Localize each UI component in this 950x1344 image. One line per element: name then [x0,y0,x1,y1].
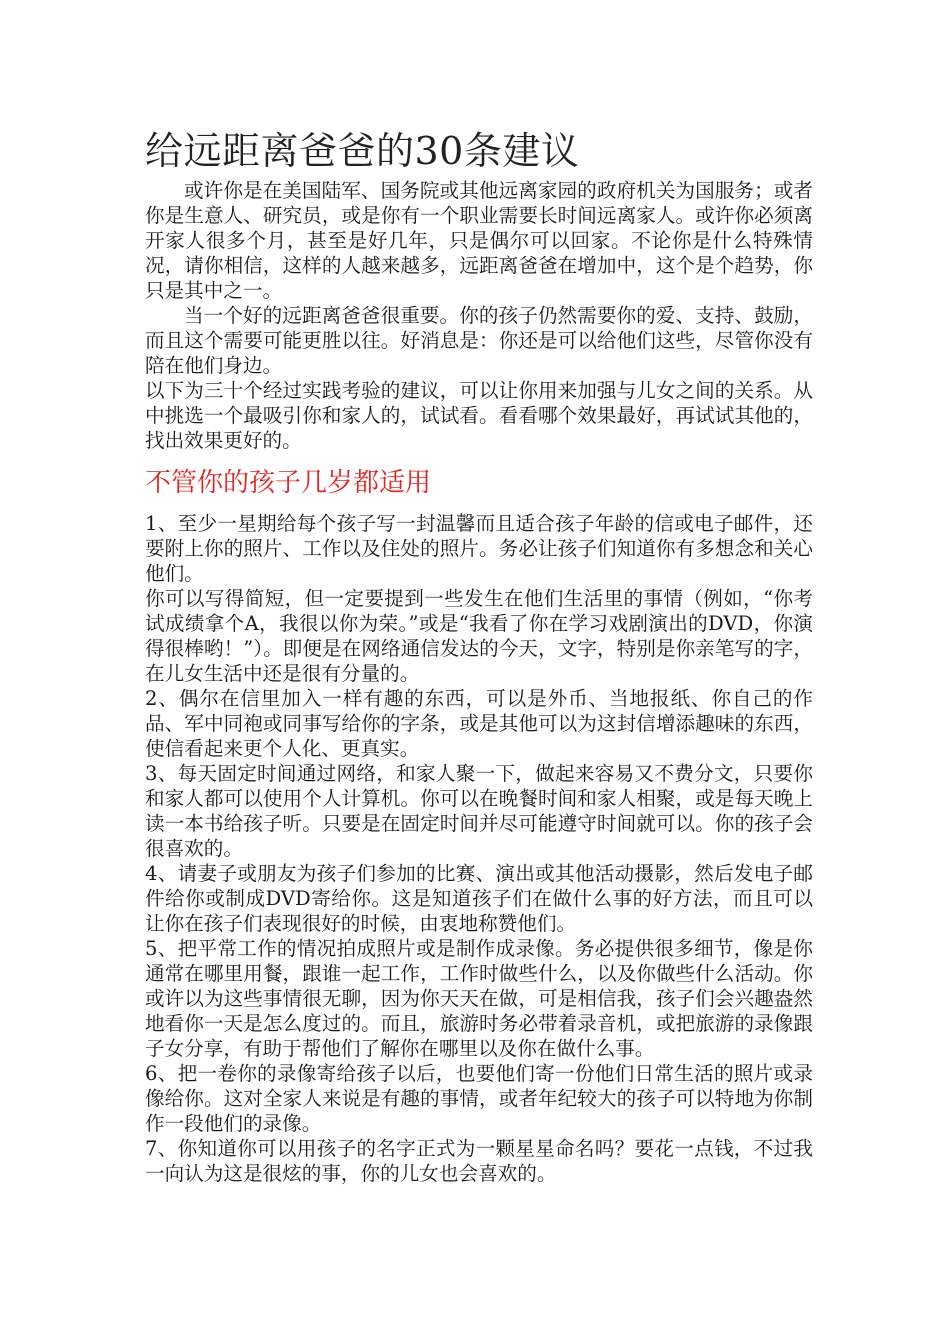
section-heading: 不管你的孩子几岁都适用 [145,468,432,498]
list-item: 6、把一卷你的录像寄给孩子以后，也要他们寄一份他们日常生活的照片或录像给你。这对全家人来说是有趣的事情，或者年纪较大的孩子可以特地为你制作一段他们的录像。 [145,1062,813,1135]
list-item: 3、每天固定时间通过网络，和家人聚一下，做起来容易又不费分文，只要你和家人都可以使用个人计算机。你可以在晚餐时间和家人相聚，或是每天晚上读一本书给孩子听。只要是在固定时间并尽可能遵守时间就可以。你的孩子会很喜欢的。 [145,762,813,860]
list-item: 1、至少一星期给每个孩子写一封温馨而且适合孩子年龄的信或电子邮件，还要附上你的照片、工作以及住处的照片。务必让孩子们知道你有多想念和关心他们。 [145,512,813,585]
intro-paragraph: 以下为三十个经过实践考验的建议，可以让你用来加强与儿女之间的关系。从中挑选一个最吸引你和家人的，试试看。看看哪个效果最好，再试试其他的，找出效果更好的。 [145,379,813,452]
intro-paragraph: 当一个好的远距离爸爸很重要。你的孩子仍然需要你的爱、支持、鼓励，而且这个需要可能更胜以往。好消息是：你还是可以给他们这些，尽管你没有陪在他们身边。 [145,304,813,377]
list-item: 2、偶尔在信里加入一样有趣的东西，可以是外币、当地报纸、你自己的作品、军中同袍或同事写给你的字条，或是其他可以为这封信增添趣味的东西，使信看起来更个人化、更真实。 [145,687,813,760]
list-item: 5、把平常工作的情况拍成照片或是制作成录像。务必提供很多细节，像是你通常在哪里用餐，跟谁一起工作，工作时做些什么，以及你做些什么活动。你或许以为这些事情很无聊，因为你天天在做，可是相信我，孩子们会兴趣盎然地看你一天是怎么度过的。而且，旅游时务必带着录音机，或把旅游的录像跟子女分享，有助于帮他们了解你在哪里以及你在做什么事。 [145,937,813,1060]
document-page [145,128,813,1186]
document-title: 给远距离爸爸的30条建议 [145,129,580,173]
intro-paragraph: 或许你是在美国陆军、国务院或其他远离家园的政府机关为国服务；或者你是生意人、研究员，或是你有一个职业需要长时间远离家人。或许你必须离开家人很多个月，甚至是好几年，只是偶尔可以回家。不论你是什么特殊情况，请你相信，这样的人越来越多，远距离爸爸在增加中，这个是个趋势，你只是其中之一。 [145,179,813,302]
list-item: 4、请妻子或朋友为孩子们参加的比赛、演出或其他活动摄影，然后发电子邮件给你或制成DVD寄给你。这是知道孩子们在做什么事的好方法，而且可以让你在孩子们表现很好的时候，由衷地称赞他们。 [145,862,813,935]
list-item: 7、你知道你可以用孩子的名字正式为一颗星星命名吗？要花一点钱，不过我一向认为这是很炫的事，你的儿女也会喜欢的。 [145,1137,813,1185]
list-item: 你可以写得简短，但一定要提到一些发生在他们生活里的事情（例如，“你考试成绩拿个A，我很以你为荣。”或是“我看了你在学习戏剧演出的DVD，你演得很棒哟！”）。即便是在网络通信发达的今天，文字，特别是你亲笔写的字，在儿女生活中还是很有分量的。 [145,587,813,685]
